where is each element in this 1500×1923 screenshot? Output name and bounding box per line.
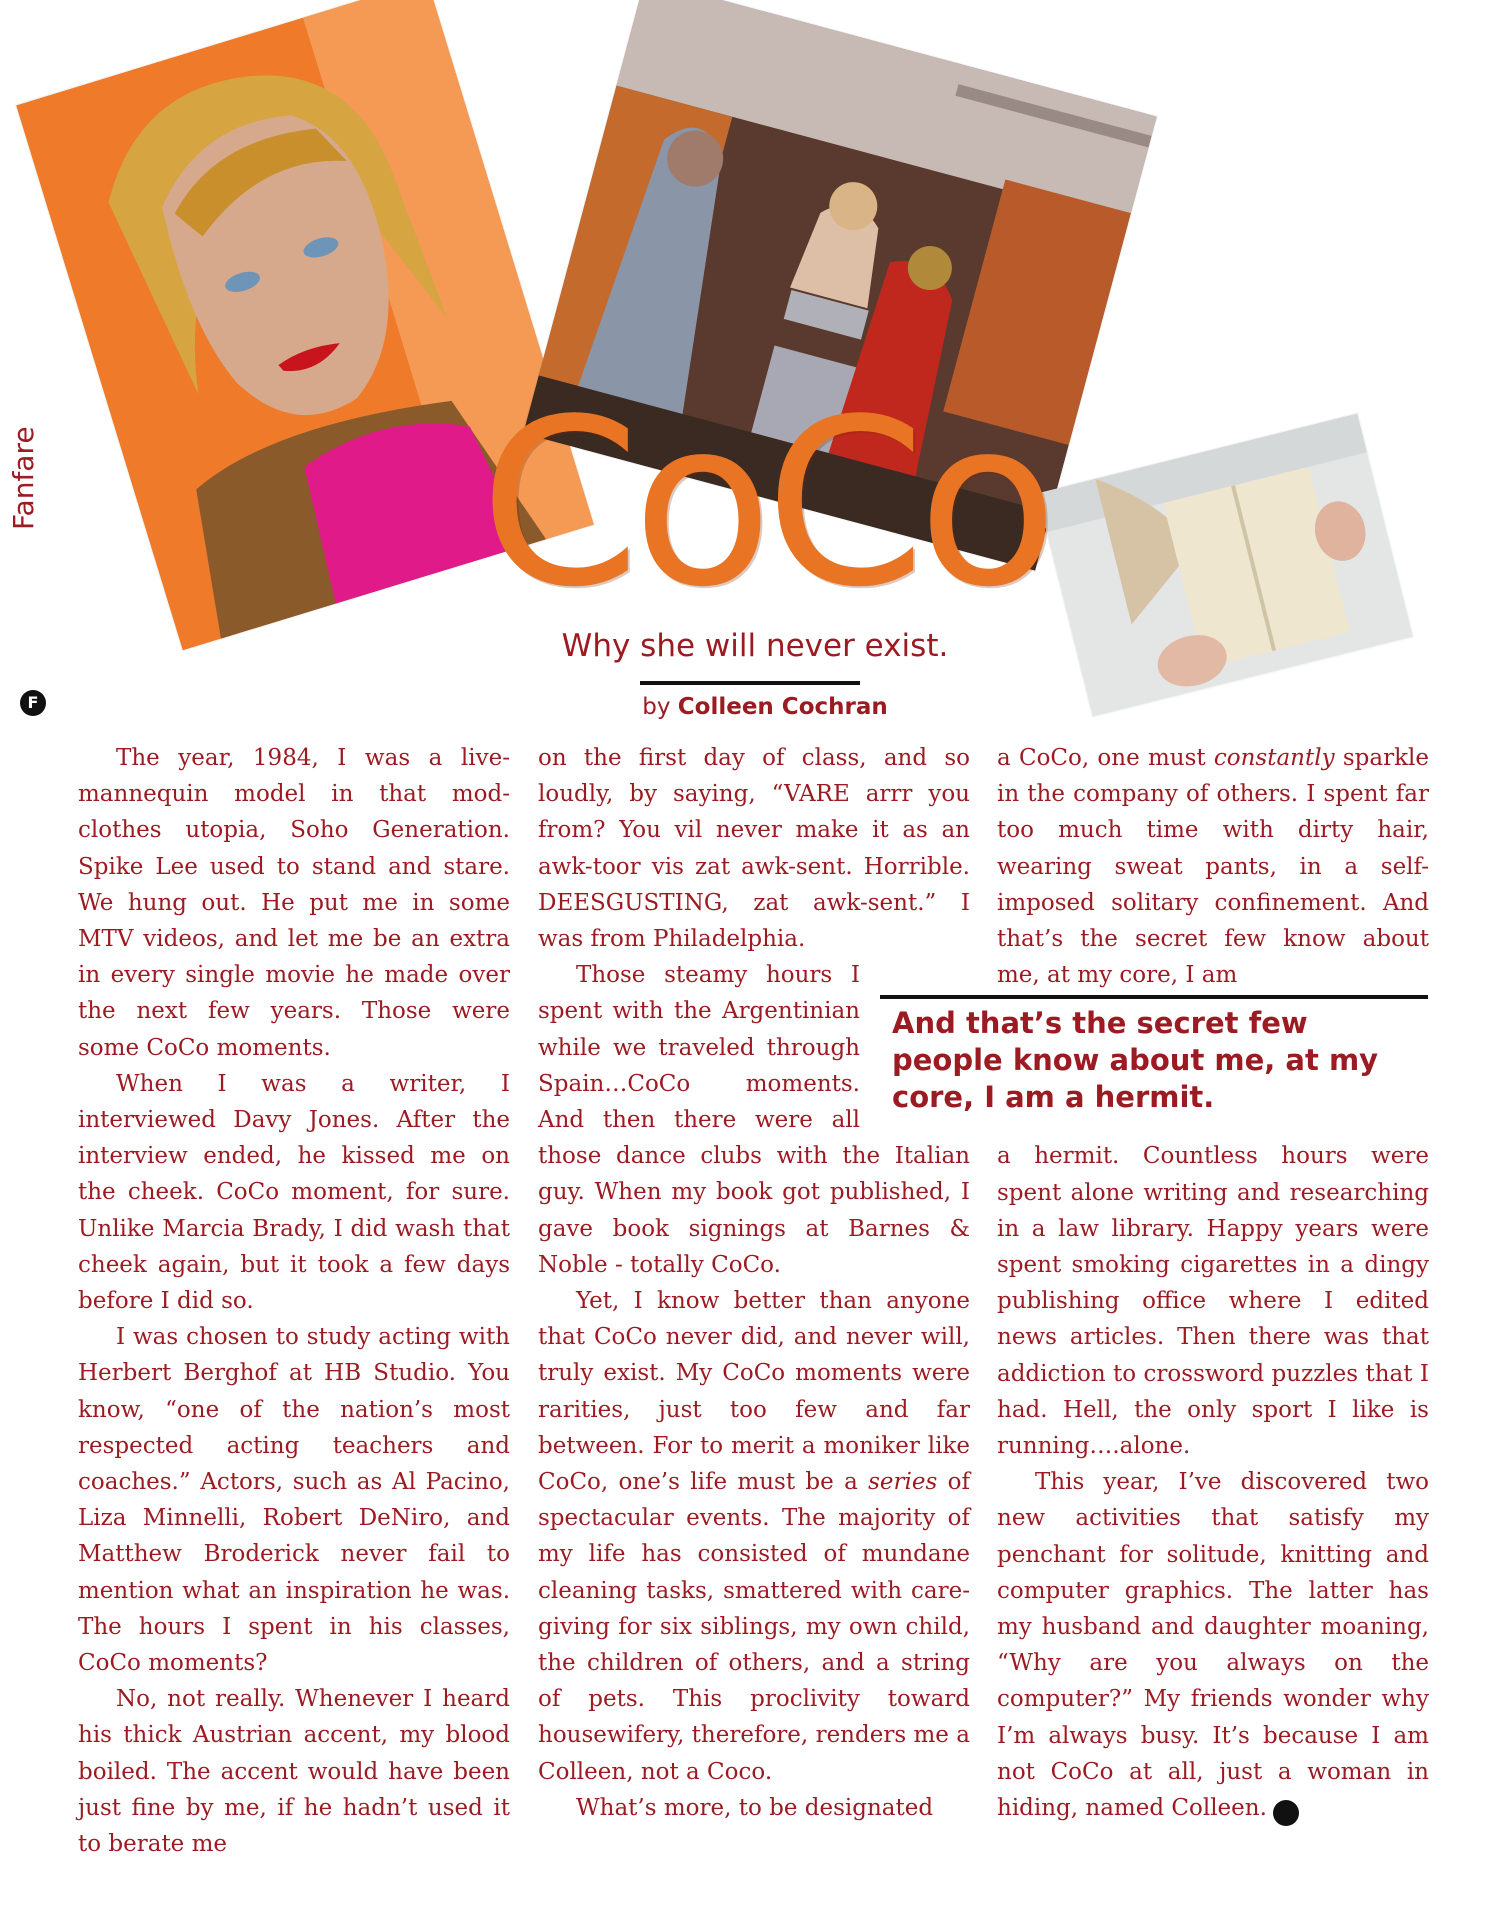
- emphasis: constantly: [1213, 745, 1335, 771]
- byline-prefix: by: [642, 694, 671, 720]
- paragraph: What’s more, to be designated: [576, 1794, 934, 1821]
- byline: [560, 694, 970, 720]
- text-run: Yet, I know better than anyone that CoCo never did, and never will, truly exist. My CoCo moments were rarities, just too few and far between. For to merit a moniker like CoCo, one’s life must be a: [538, 1288, 970, 1496]
- text-run: This year, I’ve discovered two new activities that satisfy my penchant for solitude, knitting and computer graphics. The latter has my husband and daughter moaning, “Why are you always on the computer?” My friends wonder why I’m always busy. It’s because I am not CoCo at all, just a woman in hiding, named Colleen.: [997, 1469, 1429, 1822]
- paragraph: The year, 1984, I was a live-mannequin model in that mod-clothes utopia, Soho Generation. Spike Lee used to stand and stare. We hung out. He put me in some MTV videos, and let me be an extra in every single movie he made over the next few years. Those were some CoCo moments.: [78, 745, 510, 1061]
- text-run: sparkle in the company of others. I spent far too much time with dirty hair, wearing sweat pants, in a self-imposed solitary confinement. And that’s the secret few know about me, at my core, I am: [997, 745, 1429, 989]
- pull-quote-divider: [880, 995, 1428, 999]
- paragraph: [997, 740, 1429, 993]
- paragraph: I was chosen to study acting with Herbert Berghof at HB Studio. You know, “one of the nation’s most respected acting teachers and coaches.” Actors, such as Al Pacino, Liza Minnelli, Robert DeNiro, and Matthew Broderick never fail to mention what an inspiration he was. The hours I spent in his classes, CoCo moments?: [78, 1324, 510, 1677]
- byline-author: Colleen Cochran: [677, 694, 888, 720]
- paragraph: [538, 1283, 970, 1790]
- paragraph: Those steamy hours I spent with the Argentinian while we traveled through Spain…CoCo moments. And then there were all those dance clubs with the Italian guy. When my book got published, I gave book signings at Barnes & Noble - totally CoCo.: [538, 962, 970, 1278]
- title-divider: [640, 681, 860, 685]
- paragraph: a hermit. Countless hours were spent alone writing and researching in a law library. Happy years were spent smoking cigarettes in a dingy publishing office where I edited news articles. Then there was that addiction to crossword puzzles that I had. Hell, the only sport I like is running….alone.: [997, 1143, 1429, 1460]
- article-title: CoCo: [479, 371, 1051, 638]
- text-run: a CoCo, one must: [997, 745, 1214, 771]
- article-subtitle: Why she will never exist.: [561, 628, 949, 664]
- end-mark-icon: F: [1273, 1800, 1299, 1826]
- paragraph: on the first day of class, and so loudly, by saying, “VARE arrr you from? You vil never make it as an awk-toor vis zat awk-sent. Horrible. DEESGUSTING, zat awk-sent.” I was from Philadelphia.: [538, 745, 970, 953]
- paragraph: No, not really. Whenever I heard his thick Austrian accent, my blood boiled. The accent would have been just fine by me, if he hadn’t used it to berate me: [78, 1686, 510, 1858]
- paragraph: When I was a writer, I interviewed Davy Jones. After the interview ended, he kissed me on the cheek. CoCo moment, for sure. Unlike Marcia Brady, I did wash that cheek again, but it took a few days before I did so.: [78, 1070, 510, 1315]
- text-run: of spectacular events. The majority of my life has consisted of mundane cleaning tasks, smattered with care-giving for six siblings, my own child, the children of others, and a string of pets. This proclivity toward housewifery, therefore, renders me a Colleen, not a Coco.: [538, 1469, 971, 1785]
- pull-quote: And that’s the secret few people know about me, at my core, I am a hermit.: [892, 1006, 1379, 1114]
- body-column-1: [78, 740, 510, 1862]
- body-column-2: [538, 740, 970, 1826]
- paragraph: [997, 1464, 1429, 1826]
- section-badge-icon: F: [20, 690, 46, 716]
- body-column-3: [997, 740, 1429, 1826]
- emphasis: series: [868, 1469, 938, 1496]
- section-name: Fanfare: [7, 426, 40, 530]
